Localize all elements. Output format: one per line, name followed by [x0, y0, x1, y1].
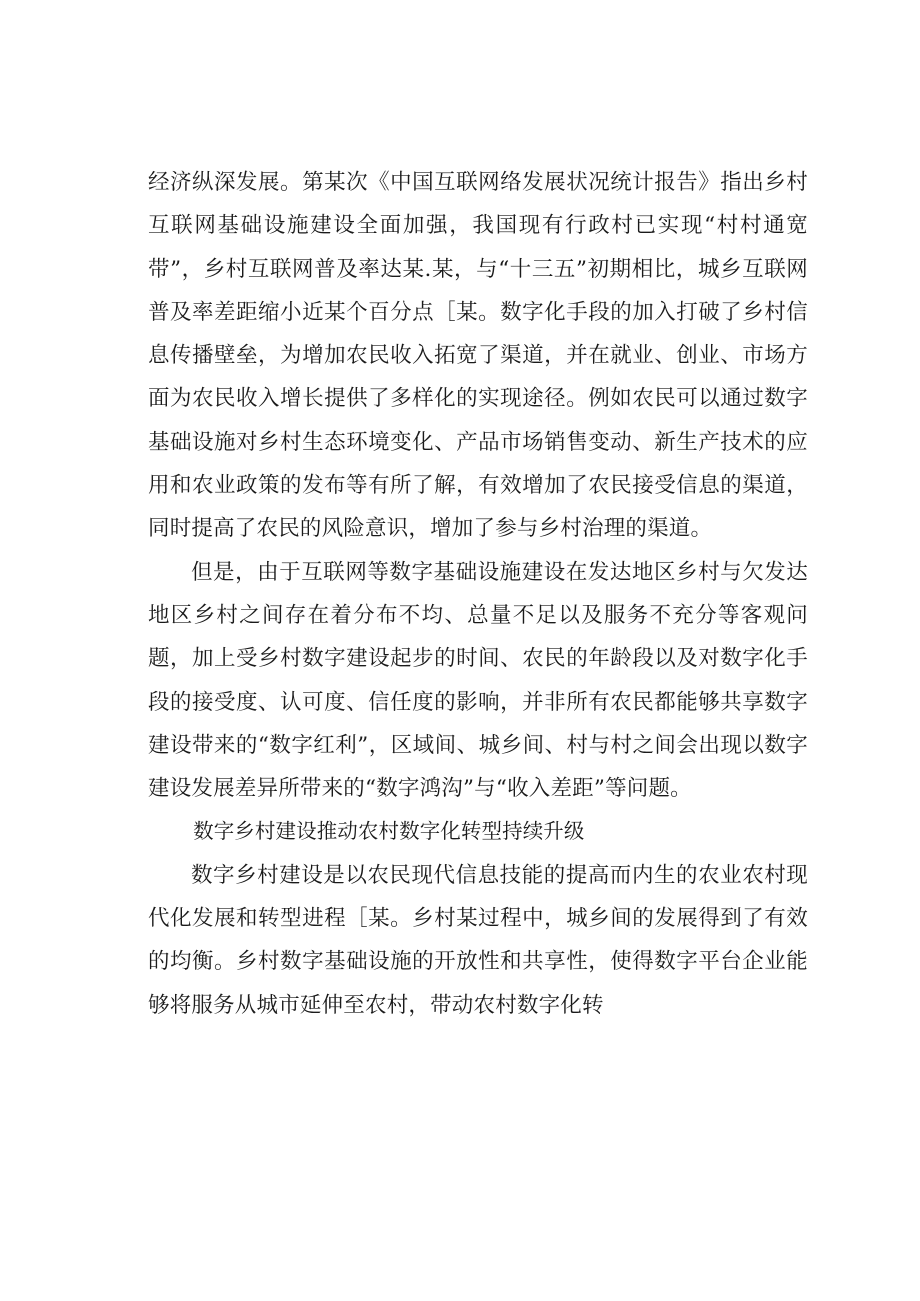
paragraph-digital-infrastructure-benefits: 经济纵深发展。第某次《中国互联网络发展状况统计报告》指出乡村互联网基础设施建设全面加强，我国现有行政村已实现“村村通宽带”，乡村互联网普及率达某.某，与“十三五”初期相比，城乡互联网普及率差距缩小近某个百分点［某。数字化手段的加入打破了乡村信息传播壁垒，为增加农民收入拓宽了渠道，并在就业、创业、市场方面为农民收入增长提供了多样化的实现途径。例如农民可以通过数字基础设施对乡村生态环境变化、产品市场销售变动、新生产技术的应用和农业政策的发布等有所了解，有效增加了农民接受信息的渠道，同时提高了农民的风险意识，增加了参与乡村治理的渠道。	[148, 170, 808, 542]
section-heading: 数字乡村建设推动农村数字化转型持续升级	[193, 819, 585, 844]
paragraph-digital-village-transformation: 数字乡村建设是以农民现代信息技能的提高而内生的农业农村现代化发展和转型进程［某。乡村某过程中，城乡间的发展得到了有效的均衡。乡村数字基础设施的开放性和共享性，使得数字平台企业能够将服务从城市延伸至农村，带动农村数字化转	[148, 862, 808, 1018]
document-body	[148, 161, 808, 1027]
paragraph-digital-divide: 但是，由于互联网等数字基础设施建设在发达地区乡村与欠发达地区乡村之间存在着分布不均、总量不足以及服务不充分等客观问题，加上受乡村数字建设起步的时间、农民的年龄段以及对数字化手段的接受度、认可度、信任度的影响，并非所有农民都能够共享数字建设带来的“数字红利”，区域间、城乡间、村与村之间会出现以数字建设发展差异所带来的“数字鸿沟”与“收入差距”等问题。	[148, 559, 808, 802]
